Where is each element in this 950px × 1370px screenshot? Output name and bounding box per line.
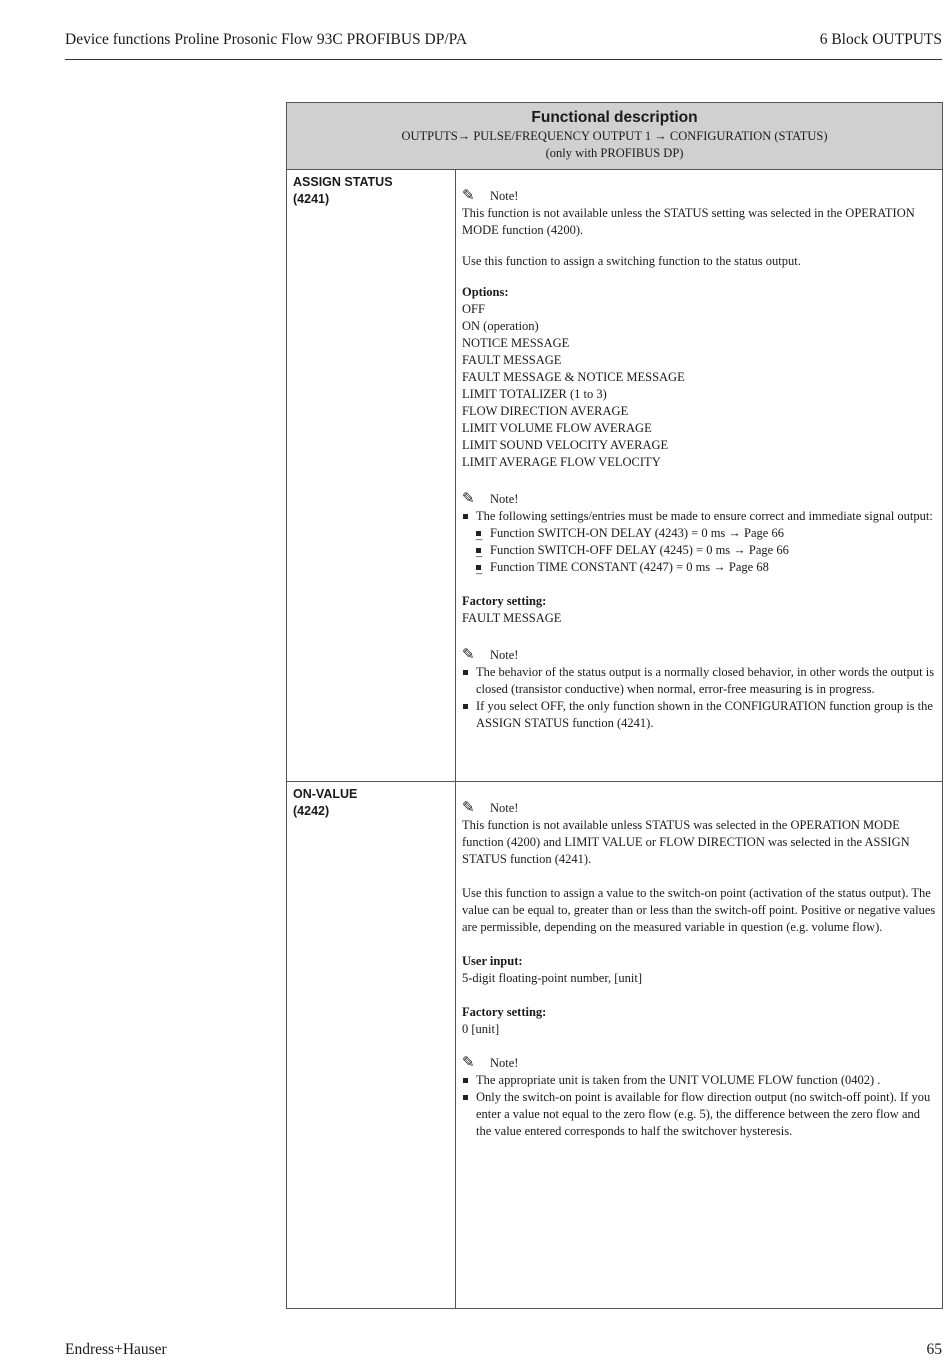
user-input-label: User input: — [462, 954, 523, 968]
list-item: NOTICE MESSAGE — [462, 336, 570, 350]
note-bullets — [462, 508, 936, 576]
function-description-cell — [456, 170, 943, 782]
note-heading: ✎ Note! — [462, 188, 519, 204]
list-item: LIMIT SOUND VELOCITY AVERAGE — [462, 438, 669, 452]
list-item: FLOW DIRECTION AVERAGE — [462, 404, 629, 418]
list-item: LIMIT TOTALIZER (1 to 3) — [462, 387, 607, 401]
note-heading: ✎ Note! — [462, 800, 519, 816]
function-intro: Use this function to assign a switching function to the status output. — [462, 254, 801, 268]
page-header — [65, 31, 942, 60]
header-title: Device functions Proline Prosonic Flow 93C PROFIBUS DP/PA — [65, 31, 468, 48]
factory-setting-value: FAULT MESSAGE — [462, 611, 562, 625]
note-heading: ✎ Note! — [462, 491, 519, 507]
list-item: OFF — [462, 302, 485, 316]
table-note: (only with PROFIBUS DP) — [545, 146, 684, 160]
function-name-cell — [287, 170, 456, 782]
functional-description-table — [286, 102, 943, 1309]
list-item: The following settings/entries must be made to ensure correct and immediate signal output: – Function SWITCH-ON DELAY (4243) = 0 ms → Page 66 – Function SWITCH-OFF DELAY (4245) = 0 ms → Page 66 – Function TIME CONSTANT (4247) = 0 ms → Page 68 — [462, 508, 936, 576]
user-input-value: 5-digit floating-point number, [unit] — [462, 971, 643, 985]
company-name: Endress+Hauser — [65, 1341, 167, 1358]
function-code: (4242) — [293, 804, 330, 818]
factory-setting-value: 0 [unit] — [462, 1022, 500, 1036]
list-item: FAULT MESSAGE — [462, 353, 562, 367]
availability-note: This function is not available unless STATUS was selected in the OPERATION MODE function (4200) and LIMIT VALUE or FLOW DIRECTION was selected in the ASSIGN STATUS function (4241). — [462, 818, 910, 866]
table-header — [287, 103, 943, 170]
note-bullets — [462, 664, 936, 732]
settings-list — [476, 525, 936, 576]
list-item: – Function TIME CONSTANT (4247) = 0 ms → Page 68 — [476, 559, 936, 576]
pencil-note-icon: ✎ — [462, 188, 475, 204]
note-heading: ✎ Note! — [462, 1055, 519, 1071]
table-path: OUTPUTS→ PULSE/FREQUENCY OUTPUT 1 → CONFIGURATION (STATUS) — [401, 129, 828, 143]
list-item: The behavior of the status output is a normally closed behavior, in other words the output is closed (transistor conductive) when normal, error-free measuring is in progress. — [462, 664, 936, 698]
list-item: FAULT MESSAGE & NOTICE MESSAGE — [462, 370, 685, 384]
pencil-note-icon: ✎ — [462, 647, 475, 663]
pencil-note-icon: ✎ — [462, 800, 475, 816]
function-name: ASSIGN STATUS — [293, 175, 393, 189]
list-item: If you select OFF, the only function shown in the CONFIGURATION function group is the ASSIGN STATUS function (4241). — [462, 698, 936, 732]
options-list — [462, 301, 936, 471]
pencil-note-icon: ✎ — [462, 491, 475, 507]
options-label: Options: — [462, 285, 509, 299]
factory-setting-label: Factory setting: — [462, 1005, 547, 1019]
factory-setting-label: Factory setting: — [462, 594, 547, 608]
pencil-note-icon: ✎ — [462, 1055, 475, 1071]
list-item: LIMIT VOLUME FLOW AVERAGE — [462, 421, 652, 435]
function-description-cell — [456, 782, 943, 1309]
note-bullets — [462, 1072, 936, 1140]
table-row — [287, 170, 943, 782]
header-section: 6 Block OUTPUTS — [819, 31, 942, 48]
note-heading: ✎ Note! — [462, 647, 519, 663]
list-item: The appropriate unit is taken from the UNIT VOLUME FLOW function (0402) . — [462, 1072, 936, 1089]
table-title: Functional description — [531, 109, 698, 126]
function-intro: Use this function to assign a value to the switch-on point (activation of the status output). The value can be equal to, greater than or less than the switch-off point. Positive or negative values are permissible, depending on the measured variable in question (e.g. volume flow). — [462, 886, 936, 934]
function-name-cell — [287, 782, 456, 1309]
availability-note: This function is not available unless the STATUS setting was selected in the OPERATION MODE function (4200). — [462, 206, 915, 237]
function-name: ON-VALUE — [293, 787, 358, 801]
list-item: ON (operation) — [462, 319, 539, 333]
list-item: – Function SWITCH-OFF DELAY (4245) = 0 ms → Page 66 — [476, 542, 936, 559]
list-item: LIMIT AVERAGE FLOW VELOCITY — [462, 455, 661, 469]
list-item: Only the switch-on point is available for flow direction output (no switch-off point). If you enter a value not equal to the zero flow (e.g. 5), the difference between the zero flow and the value entered corresponds to half the switchover hysteresis. — [462, 1089, 936, 1140]
list-item: – Function SWITCH-ON DELAY (4243) = 0 ms → Page 66 — [476, 525, 936, 542]
function-code: (4241) — [293, 192, 330, 206]
page-number: 65 — [926, 1341, 942, 1358]
table-row — [287, 782, 943, 1309]
